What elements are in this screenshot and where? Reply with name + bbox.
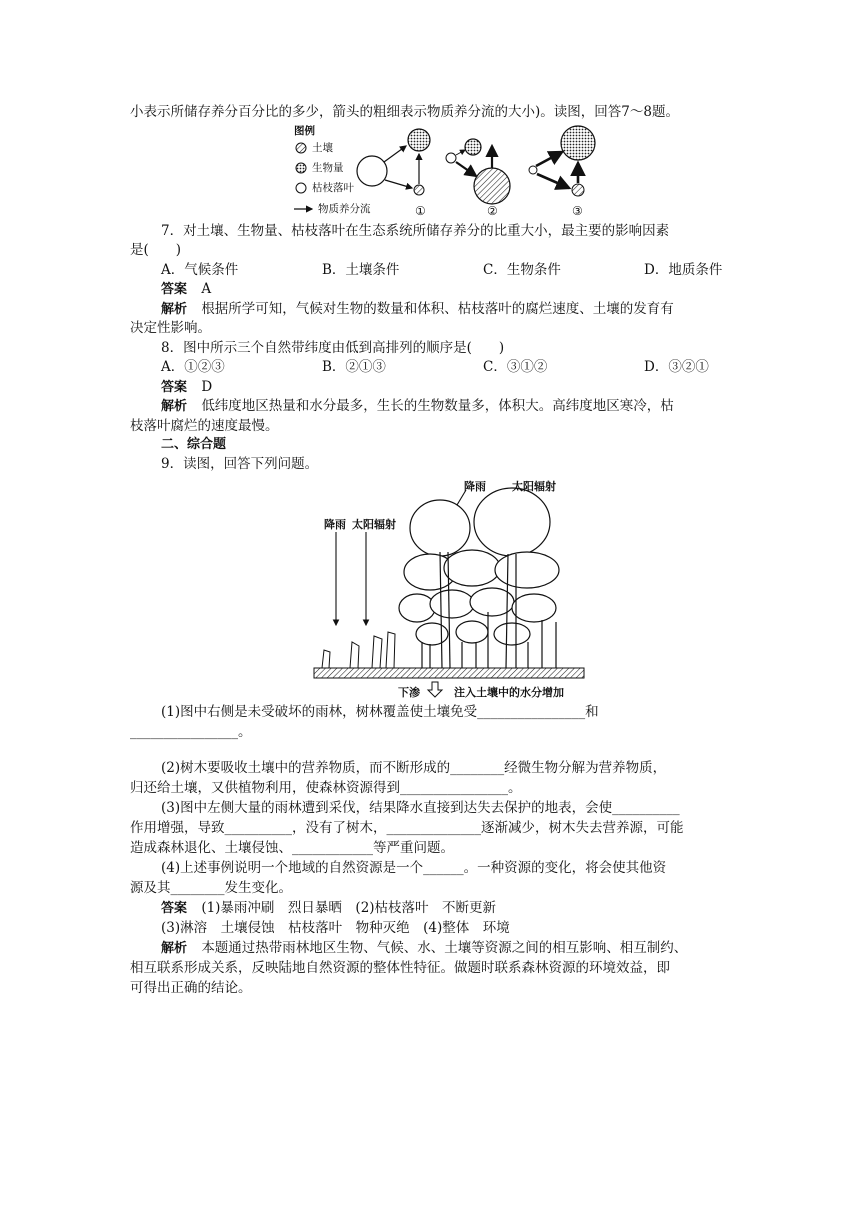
p1-litter xyxy=(357,156,387,186)
p2-soil xyxy=(474,168,510,204)
legend-biomass-label: 生物量 xyxy=(312,162,344,174)
label-rain-right: 降雨 xyxy=(464,480,486,493)
q9-p1-line1: (1)图中右侧是未受破坏的雨林，树林覆盖使土壤免受________________和 xyxy=(161,704,599,720)
p1-soil xyxy=(414,185,424,195)
q8-analysis-label: 解析 xyxy=(161,399,188,414)
q8-stem: 8．图中所示三个自然带纬度由低到高排列的顺序是( ) xyxy=(161,340,505,356)
q7-stem-line2: 是( ) xyxy=(130,242,182,258)
q9-p3-line1: (3)图中左侧大量的雨林遭到采伐，结果降水直接到达失去保护的地表，会使__________ xyxy=(161,800,680,816)
label-rain-left: 降雨 xyxy=(324,518,346,531)
q9-p1-line2: ________________。 xyxy=(130,724,252,740)
q8-analysis-line1: 低纬度地区热量和水分最多，生长的生物数量多，体积大。高纬度地区寒冷，枯 xyxy=(201,398,674,414)
q7-stem-line1: 7．对土壤、生物量、枯枝落叶在生态系统所储存养分的比重大小，最主要的影响因素 xyxy=(161,223,670,239)
p2-litter xyxy=(446,153,456,163)
q9-p2-line1: (2)树木要吸收土壤中的营养物质，而不断形成的________经微生物分解为营养物质， xyxy=(161,760,667,776)
q8-analysis-line2: 枝落叶腐烂的速度最慢。 xyxy=(130,418,279,434)
p3-arrow-a xyxy=(536,152,562,166)
q7-option-a: A．气候条件 xyxy=(161,262,239,278)
q9-answer-line2: (3)淋溶 土壤侵蚀 枯枝落叶 物种灭绝 (4)整体 环境 xyxy=(161,920,510,936)
q8-answer-label: 答案 xyxy=(161,380,188,395)
q7-analysis-line1: 根据所学可知，气候对生物的数量和体积、枯枝落叶的腐烂速度、土壤的发育有 xyxy=(201,301,674,317)
stump-1 xyxy=(322,650,330,668)
p1-arrow-b xyxy=(385,180,412,188)
q7-option-b: B．土壤条件 xyxy=(322,262,400,278)
q8-option-b: B．②①③ xyxy=(322,359,386,375)
p3-soil xyxy=(572,184,584,196)
q9-analysis-line2: 相互联系形成关系，反映陆地自然资源的整体性特征。做题时联系森林资源的环境效益，即 xyxy=(130,960,670,976)
stump-4 xyxy=(386,632,395,668)
legend-biomass-swatch xyxy=(296,163,306,173)
p3-litter xyxy=(529,166,537,174)
label-sun-right: 太阳辐射 xyxy=(512,480,556,493)
rainforest-diagram xyxy=(312,472,602,702)
q7-analysis-row xyxy=(161,299,674,320)
legend-soil-swatch xyxy=(296,143,306,153)
q7-analysis-label: 解析 xyxy=(161,302,188,317)
legend-litter-label: 枯枝落叶 xyxy=(312,182,354,194)
p3-arrow-b xyxy=(537,174,569,188)
q9-answer-label: 答案 xyxy=(161,901,188,916)
legend-title: 图例 xyxy=(294,125,315,137)
q9-p4-line2: 源及其________发生变化。 xyxy=(130,880,292,896)
rainforest-figure xyxy=(312,472,602,702)
p2-biomass xyxy=(465,139,481,155)
legend-flow-label: 物质养分流 xyxy=(318,203,371,215)
forest-canopy xyxy=(399,488,559,645)
q8-analysis-row xyxy=(161,396,674,417)
q9-p4-line1: (4)上述事例说明一个地域的自然资源是一个______。一种资源的变化，将会使其他资 xyxy=(161,860,667,876)
q9-analysis-label: 解析 xyxy=(161,941,188,956)
q9-analysis-line3: 可得出正确的结论。 xyxy=(130,980,252,996)
q9-answer-row xyxy=(161,898,496,919)
panel-label-2: ② xyxy=(487,204,498,218)
q7-option-c: C．生物条件 xyxy=(483,262,561,278)
q8-option-a: A．①②③ xyxy=(161,359,225,375)
p3-biomass xyxy=(561,126,595,160)
ground xyxy=(314,668,584,678)
p2-arrow-a xyxy=(456,150,465,155)
legend-soil-label: 土壤 xyxy=(312,142,333,154)
p1-biomass xyxy=(408,129,430,151)
q7-answer-row xyxy=(161,279,211,300)
q9-analysis-line1: 本题通过热带雨林地区生物、气候、水、土壤等资源之间的相互影响、相互制约、 xyxy=(201,940,688,956)
p1-arrow-a xyxy=(384,146,406,162)
stump-2 xyxy=(350,642,359,668)
q8-option-c: C．③①② xyxy=(483,359,548,375)
p2-arrow-b xyxy=(456,162,476,176)
panel-label-3: ③ xyxy=(572,204,583,218)
legend-litter-swatch xyxy=(296,183,306,193)
q7-answer-label: 答案 xyxy=(161,282,188,297)
label-water: 注入土壤中的水分增加 xyxy=(454,686,564,699)
q8-answer-row xyxy=(161,377,212,398)
q9-p3-line3: 造成森林退化、土壤侵蚀、____________等严重问题。 xyxy=(130,840,454,856)
q9-answer-line1: (1)暴雨冲刷 烈日暴晒 (2)枯枝落叶 不断更新 xyxy=(201,900,497,916)
stump-3 xyxy=(372,636,382,668)
section-heading: 二、综合题 xyxy=(161,437,227,452)
q9-p2-line2: 归还给土壤，又供植物利用，使森林资源得到________________。 xyxy=(130,780,522,796)
label-infiltrate: 下渗 xyxy=(398,686,420,699)
panel-label-1: ① xyxy=(415,204,426,218)
q7-option-d: D．地质条件 xyxy=(644,262,723,278)
q9-p3-line2: 作用增强，导致__________，没有了树木，______________逐渐减少，树木失去营养源，可能 xyxy=(130,820,684,836)
label-sun-left: 太阳辐射 xyxy=(352,518,396,531)
q9-stem: 9．读图，回答下列问题。 xyxy=(161,456,319,472)
infiltration-arrow xyxy=(428,682,442,697)
intro-line: 小表示所储存养分百分比的多少，箭头的粗细表示物质养分流的大小)。读图，回答7～8题。 xyxy=(130,104,679,120)
q7-analysis-line2: 决定性影响。 xyxy=(130,320,211,336)
q7-answer: A xyxy=(201,281,212,297)
q8-answer: D xyxy=(201,379,213,395)
q9-analysis-row xyxy=(161,938,687,959)
q8-option-d: D．③②① xyxy=(644,359,709,375)
nutrient-cycle-figure xyxy=(290,122,610,222)
